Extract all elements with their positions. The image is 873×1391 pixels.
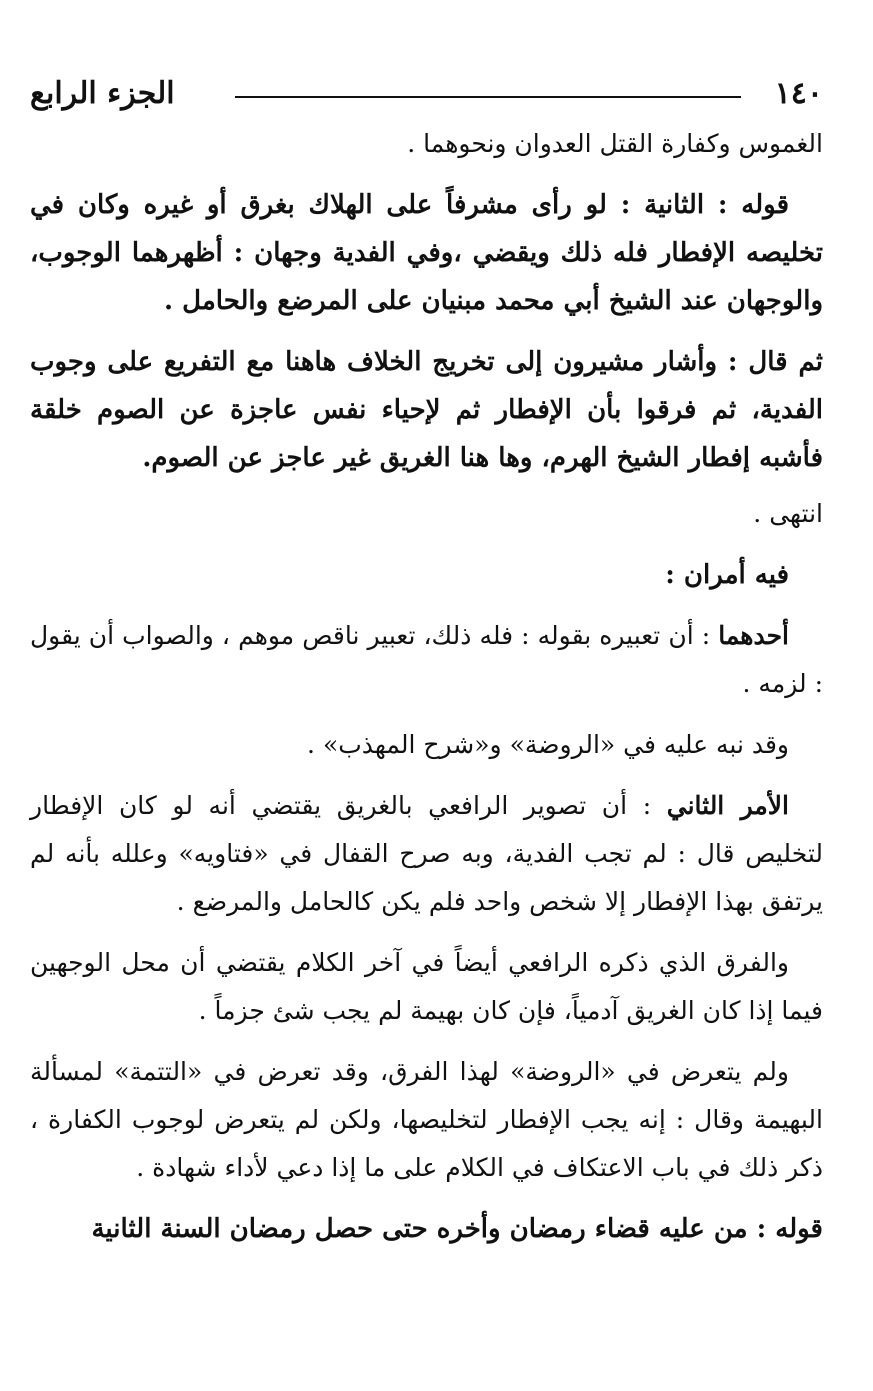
paragraph-text: : أن تصوير الرافعي بالغريق يقتضي أنه لو كان الإفطار لتخليص قال : لم تجب الفدية، وبه صرح القفال في «فتاويه» وعلله بأنه لم يرتفق بهذا الإفطار إلا شخص واحد فلم يكن كالحامل والمرضع .: [30, 791, 823, 916]
paragraph-text: قوله : من عليه قضاء رمضان وأخره حتى حصل رمضان السنة الثانية: [91, 1214, 823, 1244]
paragraph-text: ثم قال : وأشار مشيرون إلى تخريج الخلاف هاهنا مع التفريع على وجوب الفدية، ثم فرقوا بأن الإفطار ثم لإحياء نفس عاجزة عن الصوم خلقة فأشبه إفطار الشيخ الهرم، وها هنا الغريق غير عاجز عن الصوم.: [30, 347, 823, 473]
paragraph-text: والفرق الذي ذكره الرافعي أيضاً في آخر الكلام يقتضي أن محل الوجهين فيما إذا كان الغريق آدمياً، فإن كان بهيمة لم يجب شئ جزماً .: [30, 948, 823, 1025]
page-number: ١٤٠: [774, 76, 823, 111]
paragraph-quote-qada: [30, 1205, 823, 1253]
paragraph-lead: أحدهما: [718, 621, 789, 650]
page-body: [30, 120, 823, 1266]
paragraph-two-matters: [30, 551, 823, 599]
running-title: الجزء الرابع: [30, 76, 175, 111]
paragraph-first-matter: [30, 612, 823, 708]
paragraph-difference: [30, 939, 823, 1035]
paragraph-text: انتهى .: [753, 499, 823, 528]
paragraph-text: : أن تعبيره بقوله : فله ذلك، تعبير ناقص موهم ، والصواب أن يقول : لزمه .: [30, 621, 823, 698]
paragraph-text: قوله : الثانية : لو رأى مشرفاً على الهلاك بغرق أو غيره وكان في تخليصه الإفطار فله ذلك ويقضي ،وفي الفدية وجهان : أظهرهما الوجوب، والوجهان عند الشيخ أبي محمد مبنيان على المرضع والحامل .: [30, 190, 823, 316]
paragraph-second-matter: [30, 782, 823, 926]
paragraph-continuation: [30, 120, 823, 168]
header-rule: [235, 96, 741, 98]
page-header: [30, 70, 823, 120]
paragraph-text: ولم يتعرض في «الروضة» لهذا الفرق، وقد تعرض في «التتمة» لمسألة البهيمة وقال : إنه يجب الإفطار لتخليصها، ولكن لم يتعرض لوجوب الكفارة ، ذكر ذلك في باب الاعتكاف في الكلام على ما إذا دعي لأداء شهادة .: [30, 1057, 823, 1182]
paragraph-text: فيه أمران :: [665, 560, 789, 590]
paragraph-lead: الأمر الثاني: [666, 791, 789, 820]
paragraph-noted: [30, 721, 823, 769]
paragraph-end-quote: [30, 490, 823, 538]
paragraph-quote-second: [30, 181, 823, 325]
paragraph-not-addressed: [30, 1048, 823, 1192]
paragraph-then-said: [30, 338, 823, 482]
paragraph-text: الغموس وكفارة القتل العدوان ونحوهما .: [407, 129, 823, 158]
paragraph-text: وقد نبه عليه في «الروضة» و«شرح المهذب» .: [307, 730, 789, 759]
